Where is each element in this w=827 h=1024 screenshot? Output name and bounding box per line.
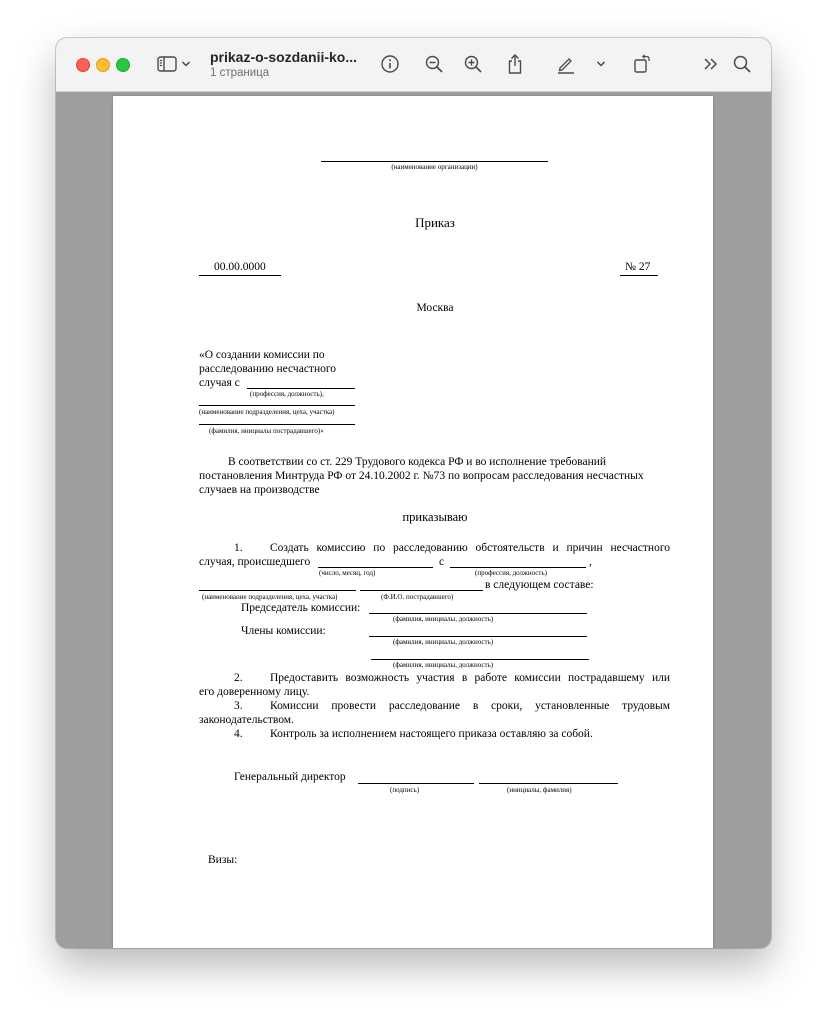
caption-victim: (фамилия, инициалы пострадавшего)» <box>209 427 324 435</box>
zoom-window-button[interactable] <box>116 58 130 72</box>
caption-department: (наименование подразделения, цеха, участка) <box>199 408 335 416</box>
chairman-line <box>369 613 587 614</box>
caption-name: (инициалы, фамилия) <box>507 786 572 794</box>
department-line <box>199 405 355 406</box>
caption-fio: (Ф.И.О. пострадавшего) <box>381 593 454 601</box>
info-button[interactable] <box>378 52 402 76</box>
member-line-1 <box>369 636 587 637</box>
caption-date: (число, месяц, год) <box>319 569 376 577</box>
org-caption: (наименование организации) <box>391 163 478 171</box>
basis-line-3: случаев на производстве <box>199 484 320 496</box>
item-1-comma: , <box>589 556 592 568</box>
share-button[interactable] <box>503 52 527 76</box>
document-city: Москва <box>416 302 454 314</box>
share-icon <box>506 53 524 75</box>
number-underline <box>620 275 658 276</box>
document-heading: Приказ <box>415 215 455 230</box>
basis-line-2: постановления Минтруда РФ от 24.10.2002 г. №73 по вопросам расследования несчастных <box>199 470 644 482</box>
profession-line <box>247 388 355 389</box>
victim-line <box>199 424 355 425</box>
chevron-down-icon <box>181 60 191 68</box>
caption-member-2: (фамилия, инициалы, должность) <box>393 638 494 646</box>
minimize-window-button[interactable] <box>96 58 110 72</box>
more-tools-button[interactable] <box>700 52 722 76</box>
more-icon <box>703 57 719 71</box>
department-field-line <box>199 590 356 591</box>
item-1-composition: в следующем составе: <box>485 579 594 591</box>
item-1-number: 1. <box>234 542 243 554</box>
item-3-line-1: Комиссии провести расследование в сроки, установленные трудовым <box>270 700 670 712</box>
markup-icon <box>556 54 576 74</box>
subject-line-1: «О создании комиссии по <box>199 349 325 361</box>
chairman-label: Председатель комиссии: <box>241 602 361 614</box>
markup-button[interactable] <box>554 52 578 76</box>
item-2-number: 2. <box>234 672 243 684</box>
item-4-number: 4. <box>234 728 243 740</box>
window-subtitle: 1 страница <box>210 67 270 79</box>
info-icon <box>380 54 400 74</box>
order-word: приказываю <box>402 510 468 524</box>
subject-line-2: расследованию несчастного <box>199 363 337 375</box>
rotate-icon <box>632 54 652 74</box>
item-4-line-1: Контроль за исполнением настоящего приказа оставляю за собой. <box>270 728 593 740</box>
item-1-line-1: Создать комиссию по расследованию обстоятельств и причин несчастного <box>270 542 670 554</box>
document-date: 00.00.0000 <box>214 261 266 273</box>
zoom-out-button[interactable] <box>422 52 446 76</box>
sidebar-icon <box>157 56 177 72</box>
fio-field-line <box>360 590 483 591</box>
basis-line-1: В соответствии со ст. 229 Трудового кодекса РФ и во исполнение требований <box>228 456 607 468</box>
date-underline <box>199 275 281 276</box>
search-icon <box>732 54 752 74</box>
caption-profession: (профессия, должность), <box>250 390 324 398</box>
profession-field-line <box>450 567 586 568</box>
caption-signature: (подпись) <box>390 786 420 794</box>
markup-menu-button[interactable] <box>594 52 608 76</box>
document-number: № 27 <box>625 261 651 273</box>
date-field-line <box>318 567 433 568</box>
item-2-line-1: Предоставить возможность участия в работе комиссии пострадавшему или <box>270 672 670 684</box>
visas-label: Визы: <box>208 854 238 866</box>
item-1-line-2a: случая, происшедшего <box>199 556 311 568</box>
zoom-out-icon <box>424 54 444 74</box>
toolbar <box>56 38 771 92</box>
item-1-line-2b: с <box>439 556 445 568</box>
caption-member-3: (фамилия, инициалы, должность) <box>393 661 494 669</box>
member-line-2 <box>371 659 589 660</box>
close-window-button[interactable] <box>76 58 90 72</box>
members-label: Члены комиссии: <box>241 625 326 637</box>
director-label: Генеральный директор <box>234 771 346 783</box>
preview-window <box>56 38 771 948</box>
caption-department-2: (наименование подразделения, цеха, участка) <box>202 593 338 601</box>
zoom-in-button[interactable] <box>461 52 485 76</box>
caption-member-1: (фамилия, инициалы, должность) <box>393 615 494 623</box>
chevron-down-icon <box>596 60 606 68</box>
org-line <box>321 161 548 162</box>
item-2-line-2: его доверенному лицу. <box>199 686 310 698</box>
rotate-button[interactable] <box>630 52 654 76</box>
zoom-in-icon <box>463 54 483 74</box>
caption-profession-2: (профессия, должность) <box>475 569 547 577</box>
subject-line-3: случая с <box>199 377 240 389</box>
document-page <box>113 96 713 948</box>
sidebar-toggle-button[interactable] <box>156 52 192 76</box>
window-title: prikaz-o-sozdanii-ko... <box>210 49 358 65</box>
search-button[interactable] <box>730 52 754 76</box>
name-line <box>479 783 618 784</box>
item-3-line-2: законодательством. <box>199 714 294 726</box>
item-3-number: 3. <box>234 700 243 712</box>
signature-line <box>358 783 474 784</box>
